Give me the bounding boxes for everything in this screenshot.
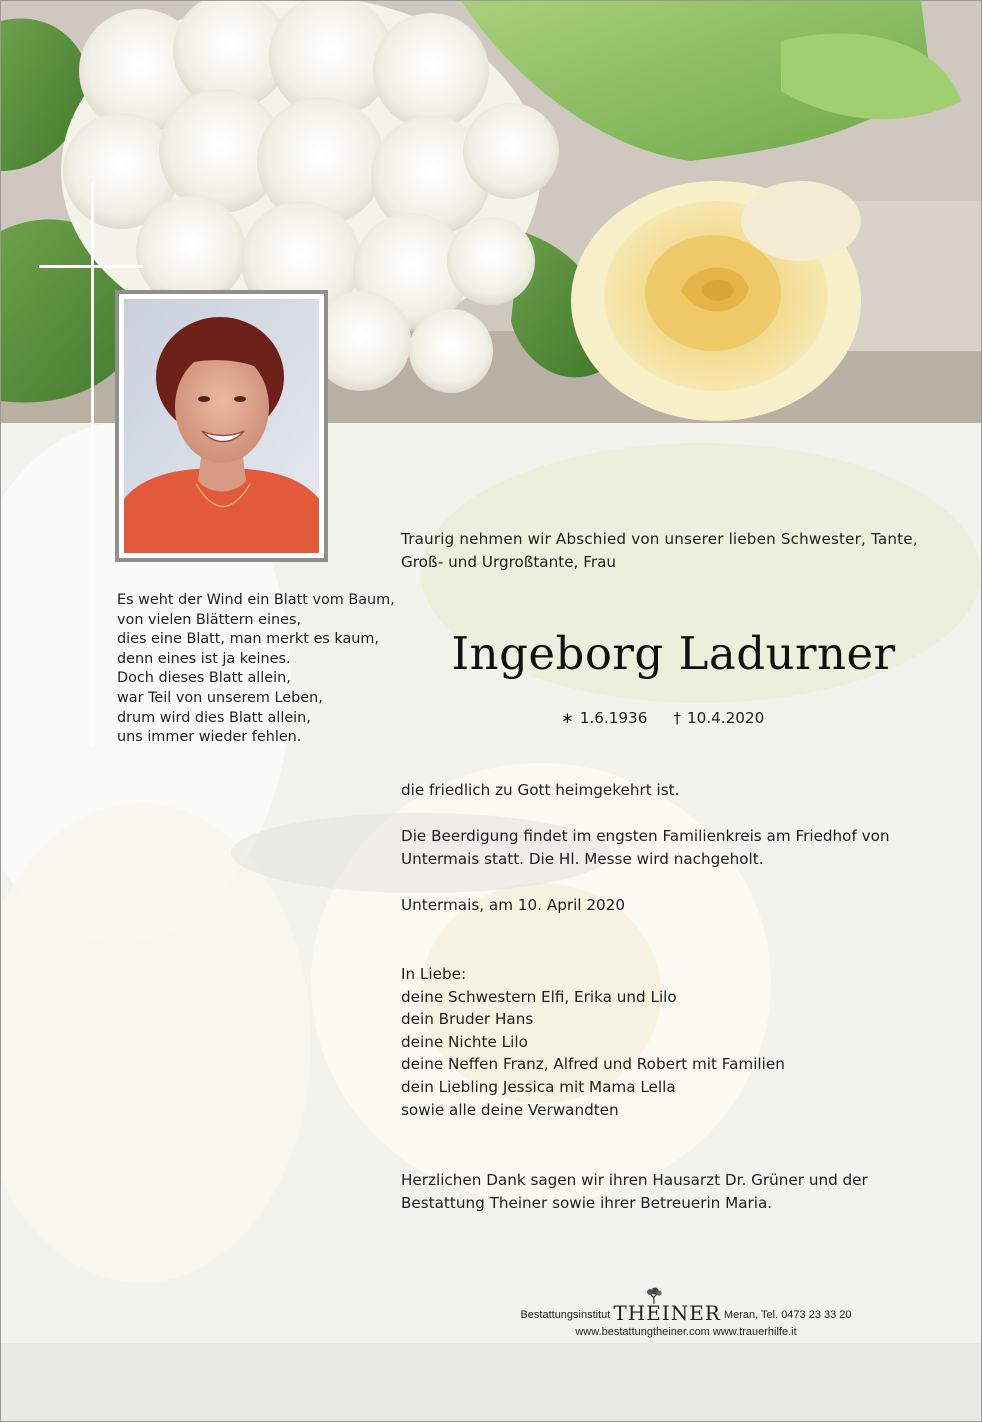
death-date: 10.4.2020 [686,709,765,727]
mourner-line: dein Bruder Hans [401,1010,534,1029]
mourner-line: deine Nichte Lilo [401,1032,528,1051]
poem-line: von vielen Blättern eines, [117,611,302,628]
thanks-text [401,1169,941,1214]
cross-bar [39,265,143,268]
thanks-line: Bestattung Theiner sowie ihrer Betreuerin Maria. [401,1193,773,1212]
funeral-text [401,825,921,870]
mourner-line: deine Neffen Franz, Alfred und Robert mit Familien [401,1055,785,1074]
birth-date: 1.6.1936 [579,709,648,727]
footer-line [431,1301,941,1325]
poem-line: uns immer wieder fehlen. [117,729,302,746]
portrait-frame [119,294,324,558]
intro-line: Traurig nehmen wir Abschied von unserer lieben Schwester, Tante, [401,530,918,548]
tree-icon [643,1287,665,1305]
intro-line: Groß- und Urgroßtante, Frau [401,552,616,571]
mourner-line: deine Schwestern Elfi, Erika und Lilo [401,987,677,1006]
theiner-logo [613,1301,720,1325]
mourner-line: dein Liebling Jessica mit Mama Lella [401,1077,676,1096]
poem-line: war Teil von unserem Leben, [117,689,323,706]
footer-websites[interactable]: www.bestattungtheiner.com www.trauerhilfe.it [575,1326,797,1338]
intro-text [401,528,946,573]
portrait-photo [115,290,328,562]
mourner-line: sowie alle deine Verwandten [401,1100,619,1119]
portrait-illustration [124,299,319,553]
poem-line: dies eine Blatt, man merkt es kaum, [117,631,379,648]
life-dates [561,709,764,727]
poem-line: denn eines ist ja keines. [117,650,291,667]
deceased-name: Ingeborg Ladurner [451,627,896,680]
death-cross-icon: † [673,709,681,727]
place-date [401,894,625,917]
poem-line: Es weht der Wind ein Blatt vom Baum, [117,592,395,608]
brand-name: THEINER [613,1301,721,1325]
birth-star-icon: ∗ [561,709,574,727]
mourners-list [401,963,941,1121]
footer-contact: Meran, Tel. 0473 23 33 20 [723,1309,852,1321]
returned-home-line: die friedlich zu Gott heimgekehrt ist. [401,781,680,799]
thanks-line: Herzlichen Dank sagen wir ihren Hausarzt Dr. Grüner und der [401,1171,868,1189]
returned-home-text [401,779,679,802]
funeral-line: Die Beerdigung findet im engsten Familienkreis am Friedhof von [401,827,890,845]
poem-line: Doch dieses Blatt allein, [117,670,291,687]
mourner-line: In Liebe: [401,965,467,983]
poem-line: drum wird dies Blatt allein, [117,709,311,726]
footer-prefix: Bestattungsinstitut [520,1309,611,1321]
funeral-line: Untermais statt. Die Hl. Messe wird nachgeholt. [401,849,764,868]
poem [117,591,417,748]
place-date-line: Untermais, am 10. April 2020 [401,896,626,914]
funeral-home-footer [431,1301,941,1338]
